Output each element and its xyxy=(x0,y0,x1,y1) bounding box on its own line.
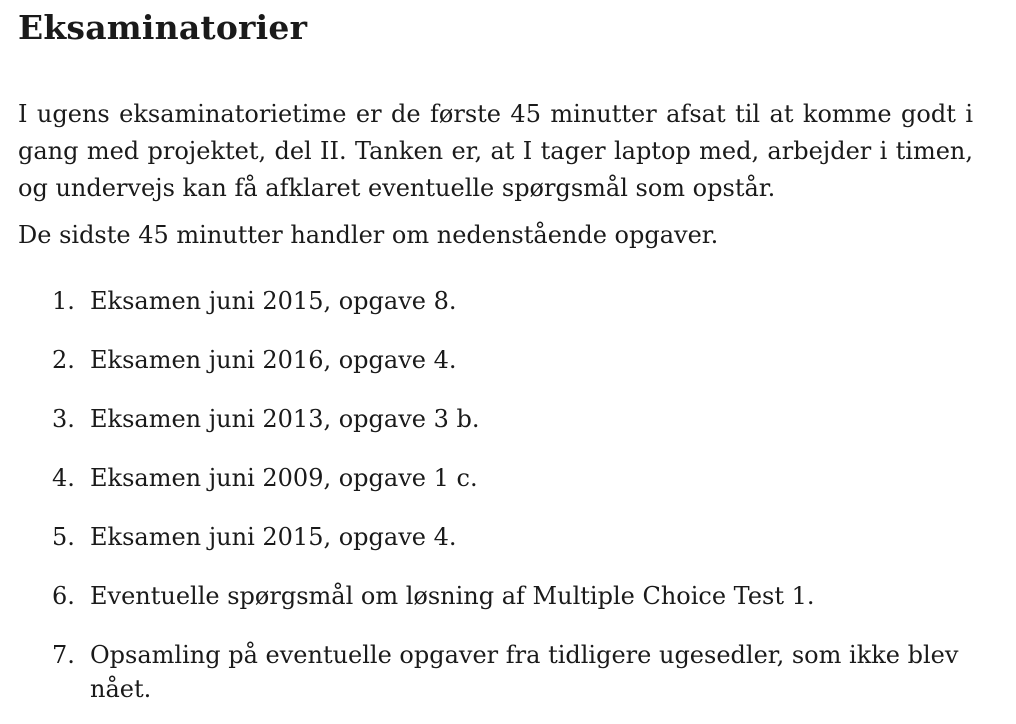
list-item xyxy=(18,638,973,706)
list-item-number: 4. xyxy=(52,464,75,492)
list-item-text: Eksamen juni 2015, opgave 8. xyxy=(90,287,457,315)
list-item-number: 5. xyxy=(52,523,75,551)
list-item-text: Eksamen juni 2015, opgave 4. xyxy=(90,523,457,551)
list-item-text: Eksamen juni 2013, opgave 3 b. xyxy=(90,405,480,433)
second-paragraph: De sidste 45 minutter handler om nedenstående opgaver. xyxy=(18,221,719,249)
list-item-number: 3. xyxy=(52,405,75,433)
list-item-number: 2. xyxy=(52,346,75,374)
list-item xyxy=(18,343,973,377)
list-item-number: 7. xyxy=(52,641,75,669)
list-item xyxy=(18,284,973,318)
list-item xyxy=(18,520,973,554)
list-item-text: Eksamen juni 2009, opgave 1 c. xyxy=(90,464,478,492)
list-item-text: Eksamen juni 2016, opgave 4. xyxy=(90,346,457,374)
list-item xyxy=(18,461,973,495)
list-item xyxy=(18,402,973,436)
list-item-number: 6. xyxy=(52,582,75,610)
list-item-text: Eventuelle spørgsmål om løsning af Multiple Choice Test 1. xyxy=(90,582,815,610)
intro-paragraph: I ugens eksaminatorietime er de første 45 minutter afsat til at komme godt i gang med projektet, del II. Tanken er, at I tager laptop med, arbejder i timen, og undervejs kan få afklaret eventuelle spørgsmål som opstår. xyxy=(18,100,973,202)
task-list xyxy=(18,284,973,706)
list-item-number: 1. xyxy=(52,287,75,315)
section-title: Eksaminatorier xyxy=(18,8,308,47)
list-item xyxy=(18,579,973,613)
list-item-text: Opsamling på eventuelle opgaver fra tidligere ugesedler, som ikke blev nået. xyxy=(90,641,959,703)
